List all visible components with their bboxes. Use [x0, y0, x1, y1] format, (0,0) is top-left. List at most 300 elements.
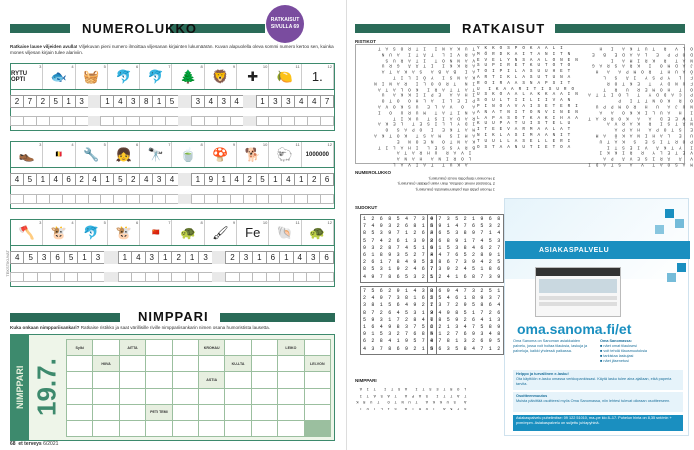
- answer-cell[interactable]: [266, 272, 280, 282]
- picture-clue: [43, 220, 75, 245]
- clue-picture: 🐬: [115, 68, 132, 84]
- number-cell: 3: [198, 251, 212, 264]
- answer-cell[interactable]: [320, 194, 334, 204]
- clue-picture: 🪓: [18, 224, 35, 240]
- crossword-cell[interactable]: [173, 389, 198, 404]
- clue-letter-count: 3: [39, 142, 42, 147]
- answer-cell[interactable]: [191, 116, 205, 126]
- clue-picture: 🐚: [276, 224, 294, 240]
- puzzle-block-1: [10, 63, 335, 131]
- number-cell: 6: [50, 251, 64, 264]
- answer-cell[interactable]: [100, 116, 114, 126]
- sudoku-solution-2: 4 7 3 5 2 1 9 6 8 8 9 1 4 7 6 5 3 2 2 6 5 3 8 9 7 1 4 2 6 8 9 1 7 4 5 3 9 1 5 3 8 4 6 2 7 3 4 7 6 5 2 8 9 1 1 8 6 7 3 9 4 2 5 7 3 9 2 4 5 1 8 6 5 2 4 1 6 8 7 3 9: [427, 214, 504, 283]
- clue-picture: 👧: [115, 146, 132, 162]
- crossword-cell: HIIVA: [93, 356, 118, 371]
- number-cell: 6: [320, 173, 334, 186]
- clue-picture: 🔭: [147, 146, 164, 162]
- picture-clue: [269, 142, 301, 167]
- answer-cell[interactable]: [91, 272, 105, 282]
- crossword-cell[interactable]: [252, 405, 277, 420]
- clue-letter-count: 7: [168, 64, 171, 69]
- clue-picture: 🇧🇪: [55, 152, 63, 158]
- number-cell: 1: [217, 173, 231, 186]
- clue-letter-count: 7: [168, 220, 171, 225]
- answer-cell: [104, 272, 118, 282]
- solutions-badge: RATKAISUT SIVULLA 69: [266, 5, 304, 43]
- crossword-cell[interactable]: [120, 389, 145, 404]
- picture-clue: [11, 142, 43, 167]
- number-cell: 1: [256, 95, 270, 108]
- number-cell: [88, 95, 102, 108]
- crossword-cell[interactable]: [278, 389, 303, 404]
- ristikko-solution-1: A K U T T A I V A L L O R I N A H A N A I V A R U H R A T A B R Y S S E L I H A L I T K A N T O N E O N E A M I S M A S T K O T K A M A T K E I O P A S O I D Y L L I S E T L E K A R A D A I S T U K I T A N I T A T M U R U O I A O V A L E U S K O V A P I E L I A L H O O T O I H A A E P I I K K A U T A T T A R I K O L A T A I N T R O O L I R A N I N K A N S I Y Ö I L I T A I B A B A S A K A T A A R K K I I T Ä Ä G R U V A N N O T I T A R U S A R V I L T Ä T I A U N T U K A N I I T R O S A T: [373, 45, 476, 167]
- crossword-cell[interactable]: [93, 372, 118, 387]
- answer-cell[interactable]: [64, 272, 78, 282]
- puzzle-block-2: [10, 141, 335, 209]
- number-cell: 6: [62, 173, 76, 186]
- answer-cell[interactable]: [307, 116, 321, 126]
- clue-picture: RYTU OPTI: [11, 70, 28, 83]
- crossword-cell[interactable]: [199, 389, 224, 404]
- number-cell: 3: [191, 95, 205, 108]
- section-ristikot: RISTIKOT: [355, 39, 376, 44]
- picture-row-3: [11, 220, 334, 246]
- answer-cell[interactable]: [36, 194, 50, 204]
- answer-cell[interactable]: [10, 194, 24, 204]
- crossword-cell[interactable]: [225, 389, 250, 404]
- crossword-cell[interactable]: [67, 356, 92, 371]
- answer-cell[interactable]: [152, 116, 166, 126]
- crossword-cell[interactable]: [252, 421, 277, 436]
- picture-clue: [43, 142, 75, 167]
- number-cell: 4: [10, 173, 24, 186]
- clue-letter-count: 4: [71, 220, 74, 225]
- number-cell: 4: [293, 251, 307, 264]
- answer-cell[interactable]: [293, 272, 307, 282]
- number-cell: 4: [131, 251, 145, 264]
- crossword-cell[interactable]: [252, 372, 277, 387]
- number-cell: 2: [171, 251, 185, 264]
- number-cell: 1: [152, 95, 166, 108]
- answer-cell[interactable]: [23, 272, 37, 282]
- nimppari-bar-right: [220, 313, 335, 322]
- answer-cell[interactable]: [145, 272, 159, 282]
- crossword-cell: Sylki: [67, 340, 92, 355]
- answer-cell[interactable]: [268, 194, 282, 204]
- clue-picture: 🇨🇳: [152, 230, 160, 236]
- answer-cell[interactable]: [10, 272, 24, 282]
- clue-letter-count: 12: [327, 220, 332, 225]
- answer-cell[interactable]: [281, 116, 295, 126]
- answer-cell: [212, 272, 226, 282]
- number-cell: 4: [88, 173, 102, 186]
- crossword-cell[interactable]: [305, 389, 330, 404]
- answer-cell: [178, 194, 192, 204]
- number-cell: 2: [225, 251, 239, 264]
- answer-cell[interactable]: [230, 116, 244, 126]
- number-cell: 3: [268, 95, 282, 108]
- answer-cell[interactable]: [37, 272, 51, 282]
- clue-picture: 1000000: [305, 151, 329, 158]
- picture-clue: [76, 64, 108, 89]
- answer-cell[interactable]: [152, 194, 166, 204]
- intro-text: Ratkaise lause viljeiden avulla! Viljekuvan pieni numero ilmoittaa viljesanan kirjainten lukumäärän. Kuvan alapuolella oleva sommi numero kertoo sen, kuinka mones viljesan kirjain tulee alariviin.: [10, 44, 334, 55]
- answer-cell[interactable]: [294, 194, 308, 204]
- answer-cell[interactable]: [217, 116, 231, 126]
- answer-cell[interactable]: [294, 116, 308, 126]
- ad-url[interactable]: oma.sanoma.fi/et: [517, 321, 632, 337]
- answer-cell[interactable]: [256, 116, 270, 126]
- picture-clue: [140, 142, 172, 167]
- answer-cell[interactable]: [49, 116, 63, 126]
- crossword-cell[interactable]: [252, 389, 277, 404]
- answer-cell[interactable]: [171, 272, 185, 282]
- clue-picture: 🌲: [180, 68, 197, 84]
- clue-letter-count: 3: [39, 220, 42, 225]
- crossword-cell[interactable]: [93, 340, 118, 355]
- answer-cell[interactable]: [23, 116, 37, 126]
- answer-cell[interactable]: [23, 194, 37, 204]
- number-cell: 2: [243, 173, 257, 186]
- crossword-cell[interactable]: [120, 356, 145, 371]
- ad-screenshot: [535, 267, 621, 317]
- number-cell: 7: [23, 95, 37, 108]
- number-cell: [243, 95, 257, 108]
- answer-cell[interactable]: [256, 194, 270, 204]
- crossword-cell[interactable]: [67, 421, 92, 436]
- number-cell: [178, 95, 192, 108]
- clue-letter-count: 3: [39, 64, 42, 69]
- answer-row-3[interactable]: [11, 272, 334, 282]
- clue-picture: 🍵: [180, 146, 197, 162]
- answer-cell: [88, 116, 102, 126]
- crossword-cell[interactable]: [278, 405, 303, 420]
- number-cell: 4: [139, 173, 153, 186]
- number-cell: 4: [307, 95, 321, 108]
- clue-letter-count: 11: [295, 64, 300, 69]
- crossword-cell[interactable]: [93, 421, 118, 436]
- number-cell: [212, 251, 226, 264]
- answer-cell[interactable]: [319, 272, 333, 282]
- picture-clue: [302, 142, 334, 167]
- picture-clue: [11, 220, 43, 245]
- number-cell: 3: [217, 95, 231, 108]
- puzzle-block-3: [10, 219, 335, 287]
- answer-cell[interactable]: [62, 116, 76, 126]
- crossword-cell[interactable]: [146, 340, 171, 355]
- answer-cell[interactable]: [36, 116, 50, 126]
- crossword-cell: AITTA: [120, 340, 145, 355]
- clue-picture: 🐕: [244, 146, 261, 162]
- crossword-cell[interactable]: [173, 421, 198, 436]
- crossword-cell[interactable]: [173, 372, 198, 387]
- picture-clue: [140, 220, 172, 245]
- crossword-cell[interactable]: [93, 389, 118, 404]
- clue-letter-count: 9: [232, 220, 236, 225]
- clue-picture: 🐬: [147, 68, 164, 84]
- clue-letter-count: 10: [262, 142, 268, 147]
- answer-cell[interactable]: [62, 194, 76, 204]
- number-cell: 4: [49, 173, 63, 186]
- answer-cell[interactable]: [252, 272, 266, 282]
- ratkaisut-bar-left: [355, 24, 450, 33]
- number-cell: 2: [75, 173, 89, 186]
- ad-square-2: [675, 219, 684, 228]
- clue-letter-count: 10: [262, 64, 268, 69]
- answer-cell[interactable]: [139, 194, 153, 204]
- ad-square-4: [677, 263, 686, 272]
- nimppari-bar-left: [10, 313, 120, 322]
- answer-cell[interactable]: [279, 272, 293, 282]
- crossword-cell[interactable]: [252, 356, 277, 371]
- picture-clue: [237, 142, 269, 167]
- answer-cell[interactable]: [243, 194, 257, 204]
- number-cell: [178, 173, 192, 186]
- crossword-cell[interactable]: [225, 405, 250, 420]
- answer-row-1[interactable]: [11, 116, 334, 126]
- number-cell: 3: [75, 95, 89, 108]
- crossword-cell[interactable]: [225, 421, 250, 436]
- clue-letter-count: 4: [71, 142, 74, 147]
- answer-cell[interactable]: [268, 116, 282, 126]
- clue-letter-count: 6: [135, 142, 139, 147]
- number-cell: 4: [204, 95, 218, 108]
- crossword-cell[interactable]: [199, 356, 224, 371]
- number-cell: 3: [37, 251, 51, 264]
- crossword-cell: LEI-VON: [305, 356, 330, 371]
- number-cell: [104, 251, 118, 264]
- number-cell: 4: [10, 251, 24, 264]
- right-page: [347, 0, 694, 450]
- nimppari-solution: S Y K A T O R T A S I L T O T A S U K K A T U N T O T U R K T A T T I S A P A T A S A T I L O R T E S T I A S T I T I A: [355, 386, 467, 410]
- number-cell: 1: [62, 95, 76, 108]
- page-title: NUMEROLUKKO: [82, 21, 197, 36]
- number-cell: 4: [230, 173, 244, 186]
- ad-square-1: [665, 209, 674, 218]
- crossword-cell[interactable]: [305, 340, 330, 355]
- crossword-cell[interactable]: [146, 389, 171, 404]
- picture-clue: [269, 64, 301, 89]
- answer-cell[interactable]: [49, 194, 63, 204]
- answer-cell[interactable]: [281, 194, 295, 204]
- clue-picture: 1.: [311, 69, 323, 84]
- answer-cell[interactable]: [77, 272, 91, 282]
- crossword-cell[interactable]: [93, 405, 118, 420]
- number-cell: 5: [113, 173, 127, 186]
- picture-clue: [76, 220, 108, 245]
- number-cell: 3: [306, 251, 320, 264]
- nimppari-intro: Kuka onkaan nimppariisankari? Ratkaise ristikko ja saat värillisille riville nimppariisankarin nimen osana humoristista lausetta.: [10, 325, 270, 330]
- number-cell: 1: [36, 173, 50, 186]
- clue-picture: 👞: [18, 146, 35, 162]
- clue-letter-count: 10: [262, 220, 268, 225]
- clue-letter-count: 6: [135, 64, 139, 69]
- clue-picture: 🐬: [83, 224, 100, 240]
- answer-cell: [243, 116, 257, 126]
- answer-cell[interactable]: [100, 194, 114, 204]
- answer-cell[interactable]: [217, 194, 231, 204]
- clue-letter-count: 4: [71, 64, 74, 69]
- picture-clue: [172, 64, 204, 89]
- crossword-cell[interactable]: [146, 421, 171, 436]
- clue-letter-count: 9: [232, 64, 236, 69]
- section-sudokut: SUDOKUT: [355, 205, 378, 210]
- number-cell: 5: [165, 95, 179, 108]
- picture-clue: [205, 142, 237, 167]
- ratkaisut-bar-right: [555, 24, 685, 33]
- answer-cell[interactable]: [158, 272, 172, 282]
- answer-cell[interactable]: [198, 272, 212, 282]
- answer-row-2[interactable]: [11, 194, 334, 204]
- crossword-cell[interactable]: [120, 372, 145, 387]
- ratkaisut-title: RATKAISUT: [462, 21, 546, 36]
- answer-cell[interactable]: [191, 194, 205, 204]
- answer-cell[interactable]: [230, 194, 244, 204]
- answer-cell[interactable]: [75, 116, 89, 126]
- ad-lead: Oma Sanoma on Sanoman asiakkaiden palvelu, jossa voit hoitaa tilauksia, laskuja ja palveluja, kaikki yhdessä paikassa.: [513, 339, 588, 353]
- answer-cell[interactable]: [118, 272, 132, 282]
- answer-cell[interactable]: [239, 272, 253, 282]
- answer-cell[interactable]: [185, 272, 199, 282]
- crossword-cell[interactable]: [120, 405, 145, 420]
- clue-letter-count: 12: [327, 64, 332, 69]
- number-cell: 1: [100, 173, 114, 186]
- crossword-cell[interactable]: [199, 405, 224, 420]
- sudoku-solution-3: 7 5 6 2 9 1 4 3 8 2 4 9 7 3 8 1 6 5 3 8 1 5 6 4 9 2 7 8 7 2 6 4 5 3 1 9 5 9 3 1 7 2 8 4 6 1 6 4 9 8 3 7 5 2 9 1 5 3 2 7 6 8 4 6 2 8 4 1 9 5 7 3 4 3 7 8 6 9 2 1 5: [360, 286, 437, 355]
- title-bar-left: [10, 24, 70, 33]
- crossword-cell[interactable]: [278, 421, 303, 436]
- clue-letter-count: 8: [200, 220, 203, 225]
- answer-cell[interactable]: [88, 194, 102, 204]
- ad-address-box: Osoitteenmuutos Muista päivittää osoitteesi myös Oma Sanomassa, niin lehtesi tulevat oikeaan osoitteeseen.: [513, 392, 683, 412]
- picture-clue: [172, 220, 204, 245]
- clue-picture: 🍄: [212, 146, 229, 162]
- number-cell: 5: [23, 251, 37, 264]
- number-cell: 3: [239, 251, 253, 264]
- ristikko-solution-3: M A S O A T V A S T A D I V Ä Ä R I S E V Ä P A V E T E L Y R R I K K I I Y T K Ä V I E S T I P O R T I S E S K A T U U E L A H I N A K Ö A M E S T O P A H A P A N Ä T S I R K A R V A T W E E D A A K O R R A T I H A U L I K K O A A N U J A U H R O M P P U O R K O N T T I P P C A D D Y T L O I T T A O T H O M E R U R T F U N D Y T E K T O R F L Y P S Y I Ä S L Ö A U H T R O M P A A H J A D M O I K R A S R A G N A T R K R I M A I D O P P E L A A D E B E O L V R T U T K A I H: [587, 45, 693, 167]
- clue-letter-count: 5: [103, 220, 106, 225]
- side-credit: TEKSTIKUVAT: [5, 250, 10, 277]
- number-cell: 1: [185, 251, 199, 264]
- picture-clue: [140, 64, 172, 89]
- answer-cell[interactable]: [75, 194, 89, 204]
- section-numerolukko: NUMEROLUKKO: [355, 170, 391, 175]
- crossword-cell: LEIKO: [278, 340, 303, 355]
- clue-picture: Fe: [245, 225, 261, 240]
- number-cell: 3: [152, 173, 166, 186]
- answer-cell[interactable]: [131, 272, 145, 282]
- answer-cell[interactable]: [126, 194, 140, 204]
- clue-picture: 🖌: [212, 224, 229, 240]
- answer-cell[interactable]: [50, 272, 64, 282]
- clue-letter-count: 9: [232, 142, 236, 147]
- ad-einvoice-box: Helppo ja turvallinen e-lasku! Ota käyttöön e-lasku omassa verkkopankissasi. Käytä lasku tulee aina ajallaan, eikä paperia tarvita.: [513, 370, 683, 390]
- picture-clue: [108, 220, 140, 245]
- number-cell: 5: [256, 173, 270, 186]
- sudoku-solution-4: 8 6 9 4 7 3 2 5 1 2 5 4 6 1 8 9 3 7 1 3 7 2 9 5 8 6 4 3 4 9 8 5 1 7 2 6 7 8 5 9 2 6 4 1 3 6 2 1 3 4 7 5 8 9 5 1 2 7 6 9 3 4 8 4 7 8 1 3 2 6 9 5 9 6 3 5 8 4 7 1 2: [427, 286, 504, 355]
- number-cell: 3: [91, 251, 105, 264]
- crossword-cell[interactable]: [173, 356, 198, 371]
- number-cell: 5: [64, 251, 78, 264]
- crossword-cell[interactable]: [278, 372, 303, 387]
- nimppari-strip: NIMPPARI: [11, 335, 29, 440]
- number-cell: 6: [266, 251, 280, 264]
- page-footer: 68 et terveys 6/2021: [10, 441, 59, 447]
- number-cell: 2: [10, 95, 24, 108]
- answer-cell[interactable]: [165, 116, 179, 126]
- clue-picture: 🐑: [276, 146, 294, 162]
- crossword-cell[interactable]: [199, 421, 224, 436]
- crossword-cell[interactable]: [67, 372, 92, 387]
- number-cell: 4: [230, 95, 244, 108]
- crossword-cell[interactable]: [278, 356, 303, 371]
- picture-clue: [302, 220, 334, 245]
- ad-banner: ASIAKASPALVELU: [505, 241, 690, 259]
- number-cell: 3: [145, 251, 159, 264]
- clue-letter-count: 8: [200, 142, 203, 147]
- crossword-cell[interactable]: [173, 405, 198, 420]
- crossword-cell[interactable]: [252, 340, 277, 355]
- nimppari-title: NIMPPARI: [138, 309, 209, 324]
- crossword-cell[interactable]: [225, 340, 250, 355]
- answer-cell[interactable]: [306, 272, 320, 282]
- crossword-cell[interactable]: [305, 405, 330, 420]
- clue-picture: 🐢: [309, 224, 326, 240]
- answer-cell[interactable]: [113, 194, 127, 204]
- number-cell: 7: [320, 95, 334, 108]
- picture-clue: [172, 142, 204, 167]
- number-cell: 5: [49, 95, 63, 108]
- crossword-cell[interactable]: [173, 340, 198, 355]
- crossword-cell[interactable]: [146, 372, 171, 387]
- picture-clue: [108, 142, 140, 167]
- crossword-cell[interactable]: [146, 356, 171, 371]
- number-cell: 2: [36, 95, 50, 108]
- clue-picture: 🍋: [276, 68, 294, 84]
- number-cell: 2: [126, 173, 140, 186]
- number-cell: 1: [100, 95, 114, 108]
- crossword-cell[interactable]: [67, 405, 92, 420]
- answer-cell[interactable]: [320, 116, 334, 126]
- clue-picture: 🧺: [83, 68, 100, 84]
- crossword-cell[interactable]: [67, 389, 92, 404]
- answer-cell[interactable]: [139, 116, 153, 126]
- answer-cell[interactable]: [307, 194, 321, 204]
- number-cell: 4: [113, 95, 127, 108]
- clue-letter-count: 5: [103, 142, 106, 147]
- crossword-cell[interactable]: [225, 372, 250, 387]
- picture-clue: [237, 220, 269, 245]
- answer-cell[interactable]: [225, 272, 239, 282]
- picture-clue: [108, 64, 140, 89]
- clue-letter-count: 11: [295, 220, 300, 225]
- answer-cell[interactable]: [126, 116, 140, 126]
- answer-cell[interactable]: [113, 116, 127, 126]
- number-cell: 3: [281, 95, 295, 108]
- answer-cell[interactable]: [204, 116, 218, 126]
- answer-cell: [178, 116, 192, 126]
- nimppari-grid[interactable]: [66, 339, 331, 437]
- number-row-3: [11, 251, 334, 264]
- numerolukko-solutions: 1 Ruoan pitää olla pahanmakuista (nauraen). 2 Tosiasiat voivat odottaa, ihan vaan pitkään (nauraen). 3 Huoneen lämpötila nousi (nauraen).: [397, 176, 495, 193]
- answer-cell[interactable]: [204, 194, 218, 204]
- ad-square-5: [667, 273, 676, 282]
- crossword-cell[interactable]: [120, 421, 145, 436]
- crossword-cell[interactable]: [305, 372, 330, 387]
- answer-cell[interactable]: [10, 116, 24, 126]
- number-cell: 8: [139, 95, 153, 108]
- answer-cell[interactable]: [165, 194, 179, 204]
